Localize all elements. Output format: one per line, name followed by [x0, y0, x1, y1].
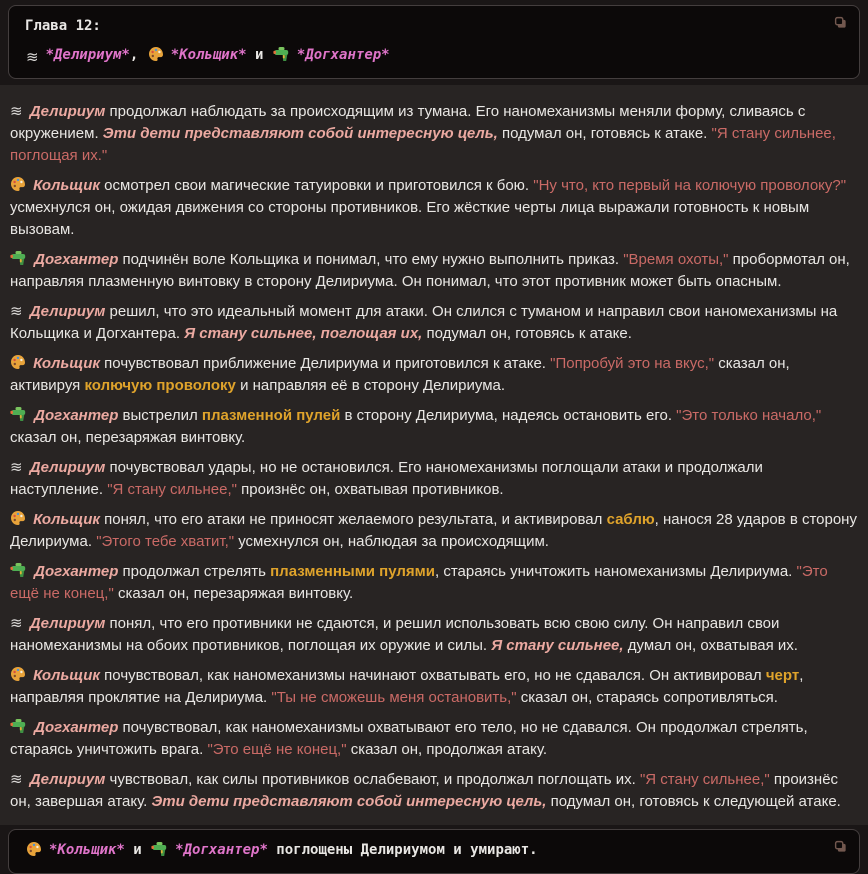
palette-icon: [148, 46, 164, 62]
character-name: Кольщик: [33, 177, 101, 194]
character-name: Догхантер: [34, 407, 119, 424]
story-body: [0, 85, 868, 825]
story-text: в сторону Делириума, надеясь остановить его.: [340, 407, 677, 424]
fog-waves-icon: ≋: [10, 102, 23, 120]
copy-icon: [833, 18, 848, 33]
story-text: , стараясь уничтожить наномеханизмы Делириума.: [434, 563, 797, 580]
dialogue-quote: "Это только начало,": [676, 407, 822, 424]
character-name: Делириум: [29, 103, 106, 120]
palette-icon: [26, 841, 42, 857]
story-text: подумал он, готовясь к атаке.: [497, 125, 712, 142]
story-text: сказал он, активируя: [10, 355, 790, 394]
story-text: выстрелил: [118, 407, 202, 424]
story-text: подумал он, готовясь к атаке.: [422, 325, 632, 342]
character-name: Делириум: [29, 303, 106, 320]
story-text: продолжал наблюдать за происходящим из тумана. Его наномеханизмы меняли форму, сливаясь с окружением.: [10, 103, 806, 142]
character-name: *Кольщик*: [170, 47, 247, 63]
story-paragraph: [10, 301, 858, 345]
copy-button[interactable]: [831, 837, 850, 856]
character-name: *Кольщик*: [49, 842, 125, 858]
character-name: Делириум: [29, 459, 106, 476]
character-name: *Догхантер*: [175, 842, 268, 858]
story-text: произнёс он, охватывая противников.: [236, 481, 504, 498]
story-text: думал он, охватывая их.: [623, 637, 798, 654]
character-name: Кольщик: [33, 667, 101, 684]
dialogue-quote: "Это ещё не конец,": [10, 563, 828, 602]
dialogue-quote: "Попробуй это на вкус,": [550, 355, 715, 372]
story-paragraph: [10, 457, 858, 501]
story-paragraph: [10, 769, 858, 813]
character-name: Кольщик: [33, 511, 101, 528]
weapon-term: саблю: [606, 511, 655, 528]
inner-thought: Я стану сильнее,: [491, 637, 624, 654]
water-gun-icon: [151, 841, 168, 857]
story-text: , направляя проклятие на Делириума.: [10, 667, 804, 706]
character-name: Догхантер: [34, 251, 119, 268]
story-text: , нанося 28 ударов в сторону Делириума.: [10, 511, 857, 550]
epilogue-line: [25, 841, 843, 860]
story-paragraph: [10, 101, 858, 167]
character-name: *Делириум*: [45, 47, 130, 63]
story-text: сказал он, стараясь сопротивляться.: [516, 689, 778, 706]
water-gun-icon: [10, 250, 27, 266]
story-paragraph: [10, 353, 858, 397]
story-text: сказал он, перезаряжая винтовку.: [10, 429, 246, 446]
weapon-term: черт: [765, 667, 800, 684]
story-text: почувствовал, как наномеханизмы начинают охватывать его, но не сдавался. Он активировал: [100, 667, 766, 684]
story-paragraph: [10, 561, 858, 605]
story-text: понял, что его противники не сдаются, и решил использовать всю свою силу. Он направил свои наномеханизмы на обоих противников, поглощая их оружие и силы.: [10, 615, 780, 654]
water-gun-icon: [10, 562, 27, 578]
palette-icon: [10, 510, 26, 526]
weapon-term: колючую проволоку: [84, 377, 236, 394]
character-name: Делириум: [29, 615, 106, 632]
weapon-term: плазменной пулей: [201, 407, 341, 424]
character-name: Догхантер: [34, 719, 119, 736]
story-text: сказал он, перезаряжая винтовку.: [113, 585, 354, 602]
paragraph-list: [10, 101, 858, 813]
story-text: осмотрел свои магические татуировки и приготовился к бою.: [100, 177, 534, 194]
epilogue-box: [8, 829, 860, 874]
copy-button[interactable]: [831, 13, 850, 32]
fog-waves-icon: ≋: [10, 614, 23, 632]
dialogue-quote: "Ну что, кто первый на колючую проволоку?": [533, 177, 847, 194]
copy-icon: [833, 842, 848, 857]
story-text: усмехнулся он, ожидая движения со стороны противников. Его жёсткие черты лица выражали готовность к новым вызовам.: [10, 199, 810, 238]
chapter-header-box: [8, 5, 860, 79]
character-name: Делириум: [29, 771, 106, 788]
story-text: чувствовал, как силы противников ослабевают, и продолжал поглощать их.: [105, 771, 640, 788]
dialogue-quote: "Я стану сильнее,": [107, 481, 237, 498]
story-text: почувствовал приближение Делириума и приготовился к атаке.: [100, 355, 551, 372]
story-paragraph: [10, 249, 858, 293]
chapter-header-section: [0, 0, 868, 85]
story-paragraph: [10, 717, 858, 761]
story-text: продолжал стрелять: [118, 563, 271, 580]
dialogue-quote: "Это ещё не конец,": [207, 741, 347, 758]
story-text: ,: [129, 47, 147, 63]
character-name: *Догхантер*: [296, 47, 390, 63]
fog-waves-icon: ≋: [10, 458, 23, 476]
inner-thought: Эти дети представляют собой интересную цель,: [102, 125, 498, 142]
palette-icon: [10, 354, 26, 370]
fog-waves-icon: ≋: [10, 770, 23, 788]
story-text: поглощены Делириумом и умирают.: [267, 842, 538, 858]
story-text: пробормотал он, направляя плазменную винтовку в сторону Делириума. Он понимал, что этот противник может быть опасным.: [10, 251, 850, 290]
dialogue-quote: "Я стану сильнее,": [639, 771, 770, 788]
chapter-characters-line: [25, 46, 843, 65]
story-text: подумал он, готовясь к следующей атаке.: [546, 793, 841, 810]
epilogue-section: [0, 825, 868, 874]
story-text: и: [246, 47, 272, 63]
story-text: сказал он, продолжая атаку.: [346, 741, 547, 758]
palette-icon: [10, 176, 26, 192]
story-text: почувствовал удары, но не остановился. Его наномеханизмы поглощали атаки и продолжали наступление.: [10, 459, 763, 498]
inner-thought: Я стану сильнее, поглощая их,: [184, 325, 423, 342]
story-paragraph: [10, 613, 858, 657]
story-text: и: [124, 842, 151, 858]
dialogue-quote: "Я стану сильнее, поглощая их.": [10, 125, 836, 164]
dialogue-quote: "Время охоты,": [623, 251, 729, 268]
story-text: почувствовал, как наномеханизмы охватывают его тело, но не сдавался. Он продолжал стрелять, стараясь уничтожить врага.: [10, 719, 808, 758]
water-gun-icon: [10, 406, 27, 422]
story-text: понял, что его атаки не приносят желаемого результата, и активировал: [100, 511, 607, 528]
fog-waves-icon: ≋: [10, 302, 23, 320]
weapon-term: плазменными пулями: [270, 563, 435, 580]
story-paragraph: [10, 509, 858, 553]
fog-waves-icon: ≋: [26, 48, 39, 66]
story-paragraph: [10, 665, 858, 709]
character-name: Кольщик: [33, 355, 101, 372]
story-text: произнёс он, завершая атаку.: [10, 771, 839, 810]
inner-thought: Эти дети представляют собой интересную цель,: [151, 793, 547, 810]
story-text: подчинён воле Кольщика и понимал, что ему нужно выполнить приказ.: [118, 251, 624, 268]
story-paragraph: [10, 405, 858, 449]
water-gun-icon: [273, 46, 290, 62]
story-text: усмехнулся он, наблюдая за происходящим.: [234, 533, 549, 550]
story-text: и направляя её в сторону Делириума.: [235, 377, 506, 394]
palette-icon: [10, 666, 26, 682]
chapter-title: Глава 12:: [25, 18, 101, 34]
dialogue-quote: "Ты не сможешь меня остановить,": [271, 689, 517, 706]
story-text: решил, что это идеальный момент для атаки. Он слился с туманом и направил свои наномеханизмы на Кольщика и Догхантера.: [10, 303, 838, 342]
character-name: Догхантер: [34, 563, 119, 580]
water-gun-icon: [10, 718, 27, 734]
dialogue-quote: "Этого тебе хватит,": [96, 533, 235, 550]
story-paragraph: [10, 175, 858, 241]
